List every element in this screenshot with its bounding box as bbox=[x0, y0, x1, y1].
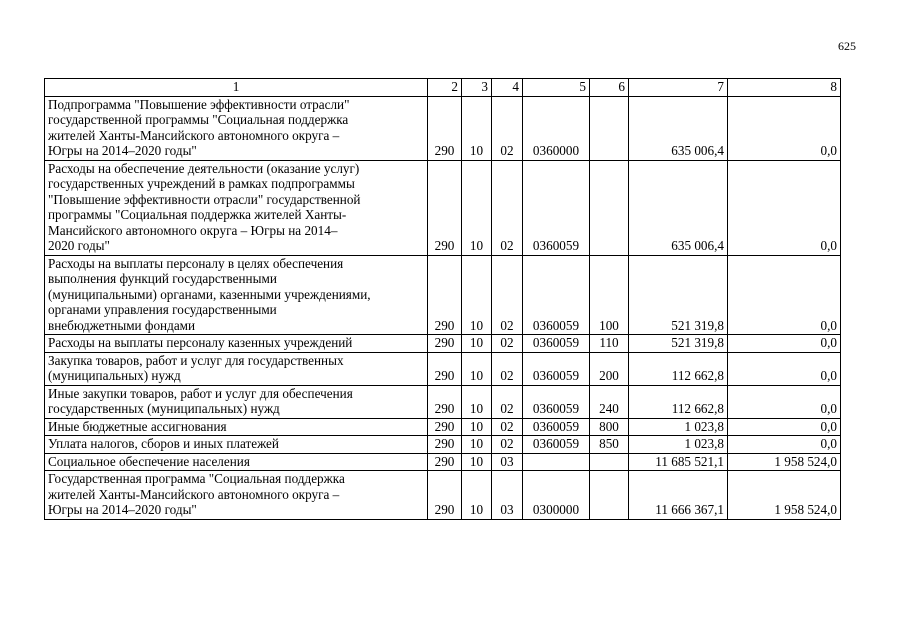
subsection-code-cell: 02 bbox=[492, 418, 523, 436]
subvention-amount-cell: 0,0 bbox=[728, 96, 841, 160]
budget-table bbox=[44, 78, 841, 520]
expense-type-cell bbox=[590, 96, 629, 160]
target-article-cell: 0360000 bbox=[523, 96, 590, 160]
section-code-cell: 10 bbox=[462, 418, 492, 436]
subsection-code-cell: 02 bbox=[492, 352, 523, 385]
header-cell: 7 bbox=[629, 79, 728, 97]
header-cell: 5 bbox=[523, 79, 590, 97]
item-name-line: Уплата налогов, сборов и иных платежей bbox=[48, 436, 279, 451]
expense-type-cell bbox=[590, 471, 629, 520]
section-code-cell: 10 bbox=[462, 352, 492, 385]
expense-type-cell bbox=[590, 453, 629, 471]
subvention-amount-cell: 0,0 bbox=[728, 352, 841, 385]
item-name-cell bbox=[45, 471, 428, 520]
item-name-line: государственной программы "Социальная поддержка bbox=[48, 112, 349, 127]
header-cell: 1 bbox=[45, 79, 428, 97]
ministry-code-cell: 290 bbox=[428, 418, 462, 436]
subsection-code-cell: 02 bbox=[492, 335, 523, 353]
item-name-line: Расходы на выплаты персоналу в целях обеспечения bbox=[48, 255, 344, 271]
section-code-cell: 10 bbox=[462, 471, 492, 520]
item-name-line: Подпрограмма "Повышение эффективности отрасли" bbox=[48, 96, 350, 112]
section-code-cell: 10 bbox=[462, 96, 492, 160]
item-name-cell bbox=[45, 436, 428, 454]
item-name-line: программы "Социальная поддержка жителей Ханты- bbox=[48, 207, 347, 222]
table-row bbox=[45, 160, 841, 255]
subsection-code-cell: 02 bbox=[492, 96, 523, 160]
amount-cell: 521 319,8 bbox=[629, 255, 728, 335]
subsection-code-cell: 02 bbox=[492, 385, 523, 418]
item-name-line: Социальное обеспечение населения bbox=[48, 453, 250, 469]
subvention-amount-cell: 0,0 bbox=[728, 436, 841, 454]
item-name-line: Иные закупки товаров, работ и услуг для обеспечения bbox=[48, 385, 353, 401]
subvention-amount-cell: 1 958 524,0 bbox=[728, 453, 841, 471]
target-article-cell: 0360059 bbox=[523, 436, 590, 454]
ministry-code-cell: 290 bbox=[428, 471, 462, 520]
subvention-amount-cell: 0,0 bbox=[728, 418, 841, 436]
header-cell: 3 bbox=[462, 79, 492, 97]
ministry-code-cell: 290 bbox=[428, 352, 462, 385]
expense-type-cell: 100 bbox=[590, 255, 629, 335]
item-name-line: Закупка товаров, работ и услуг для государственных bbox=[48, 352, 344, 368]
table-row bbox=[45, 471, 841, 520]
item-name-cell bbox=[45, 335, 428, 353]
expense-type-cell: 200 bbox=[590, 352, 629, 385]
item-name-line: Югры на 2014–2020 годы" bbox=[48, 143, 197, 158]
subvention-amount-cell: 1 958 524,0 bbox=[728, 471, 841, 520]
subvention-amount-cell: 0,0 bbox=[728, 255, 841, 335]
item-name-cell bbox=[45, 96, 428, 160]
ministry-code-cell: 290 bbox=[428, 160, 462, 255]
item-name-cell bbox=[45, 385, 428, 418]
target-article-cell: 0360059 bbox=[523, 418, 590, 436]
item-name-cell bbox=[45, 418, 428, 436]
expense-type-cell: 800 bbox=[590, 418, 629, 436]
subsection-code-cell: 02 bbox=[492, 436, 523, 454]
table-row bbox=[45, 385, 841, 418]
table-row bbox=[45, 436, 841, 454]
expense-type-cell: 240 bbox=[590, 385, 629, 418]
amount-cell: 635 006,4 bbox=[629, 96, 728, 160]
header-cell: 4 bbox=[492, 79, 523, 97]
item-name-line: государственных (муниципальных) нужд bbox=[48, 401, 280, 416]
item-name-line: (муниципальными) органами, казенными учреждениями, bbox=[48, 286, 371, 302]
item-name-line: внебюджетными фондами bbox=[48, 317, 196, 333]
ministry-code-cell: 290 bbox=[428, 385, 462, 418]
subsection-code-cell: 02 bbox=[492, 255, 523, 335]
target-article-cell: 0360059 bbox=[523, 352, 590, 385]
target-article-cell: 0360059 bbox=[523, 160, 590, 255]
item-name-line: Расходы на выплаты персоналу казенных учреждений bbox=[48, 335, 353, 350]
subvention-amount-cell: 0,0 bbox=[728, 385, 841, 418]
item-name-line: Расходы на обеспечение деятельности (оказание услуг) bbox=[48, 160, 360, 176]
item-name-line: жителей Ханты-Мансийского автономного округа – bbox=[48, 486, 340, 502]
amount-cell: 1 023,8 bbox=[629, 436, 728, 454]
subsection-code-cell: 03 bbox=[492, 453, 523, 471]
expense-type-cell: 110 bbox=[590, 335, 629, 353]
item-name-line: Югры на 2014–2020 годы" bbox=[48, 502, 197, 517]
table-row bbox=[45, 96, 841, 160]
item-name-line: жителей Ханты-Мансийского автономного округа – bbox=[48, 127, 340, 143]
item-name-cell bbox=[45, 160, 428, 255]
section-code-cell: 10 bbox=[462, 335, 492, 353]
header-cell: 2 bbox=[428, 79, 462, 97]
item-name-line: "Повышение эффективности отрасли" государственной bbox=[48, 191, 361, 207]
amount-cell: 521 319,8 bbox=[629, 335, 728, 353]
table-row bbox=[45, 335, 841, 353]
amount-cell: 11 666 367,1 bbox=[629, 471, 728, 520]
amount-cell: 635 006,4 bbox=[629, 160, 728, 255]
table-body bbox=[45, 96, 841, 519]
table-row bbox=[45, 352, 841, 385]
section-code-cell: 10 bbox=[462, 436, 492, 454]
expense-type-cell: 850 bbox=[590, 436, 629, 454]
item-name-line: 2020 годы" bbox=[48, 238, 110, 253]
target-article-cell bbox=[523, 453, 590, 471]
section-code-cell: 10 bbox=[462, 160, 492, 255]
item-name-line: Иные бюджетные ассигнования bbox=[48, 418, 227, 434]
header-cell: 8 bbox=[728, 79, 841, 97]
subsection-code-cell: 02 bbox=[492, 160, 523, 255]
target-article-cell: 0360059 bbox=[523, 385, 590, 418]
item-name-line: (муниципальных) нужд bbox=[48, 368, 181, 383]
table-row bbox=[45, 418, 841, 436]
expense-type-cell bbox=[590, 160, 629, 255]
amount-cell: 112 662,8 bbox=[629, 352, 728, 385]
item-name-cell bbox=[45, 453, 428, 471]
table-row bbox=[45, 255, 841, 335]
target-article-cell: 0300000 bbox=[523, 471, 590, 520]
table-header-row bbox=[45, 79, 841, 97]
item-name-line: государственных учреждений в рамках подпрограммы bbox=[48, 176, 355, 191]
subvention-amount-cell: 0,0 bbox=[728, 335, 841, 353]
item-name-line: органами управления государственными bbox=[48, 302, 277, 317]
subvention-amount-cell: 0,0 bbox=[728, 160, 841, 255]
ministry-code-cell: 290 bbox=[428, 453, 462, 471]
item-name-cell bbox=[45, 352, 428, 385]
ministry-code-cell: 290 bbox=[428, 255, 462, 335]
section-code-cell: 10 bbox=[462, 453, 492, 471]
ministry-code-cell: 290 bbox=[428, 96, 462, 160]
ministry-code-cell: 290 bbox=[428, 335, 462, 353]
item-name-line: Мансийского автономного округа – Югры на 2014– bbox=[48, 222, 338, 238]
header-cell: 6 bbox=[590, 79, 629, 97]
target-article-cell: 0360059 bbox=[523, 335, 590, 353]
amount-cell: 1 023,8 bbox=[629, 418, 728, 436]
item-name-line: Государственная программа "Социальная поддержка bbox=[48, 471, 345, 486]
section-code-cell: 10 bbox=[462, 255, 492, 335]
amount-cell: 11 685 521,1 bbox=[629, 453, 728, 471]
item-name-cell bbox=[45, 255, 428, 335]
table-row bbox=[45, 453, 841, 471]
section-code-cell: 10 bbox=[462, 385, 492, 418]
page-number: 625 bbox=[838, 39, 856, 53]
subsection-code-cell: 03 bbox=[492, 471, 523, 520]
ministry-code-cell: 290 bbox=[428, 436, 462, 454]
item-name-line: выполнения функций государственными bbox=[48, 271, 277, 286]
amount-cell: 112 662,8 bbox=[629, 385, 728, 418]
target-article-cell: 0360059 bbox=[523, 255, 590, 335]
